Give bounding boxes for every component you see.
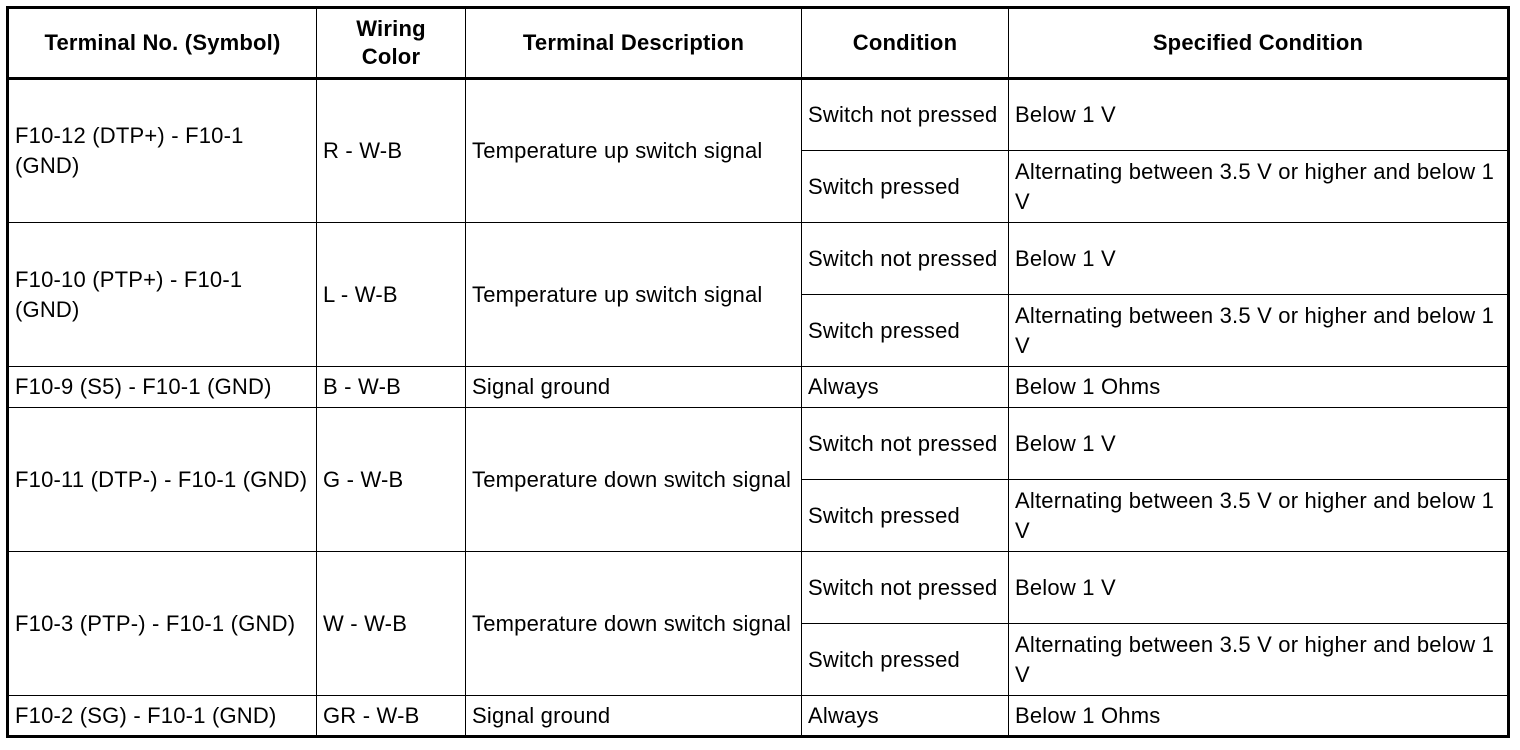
table-row [8,223,1509,295]
description-cell: Temperature up switch signal [466,79,802,223]
wiring-color-cell: B - W-B [317,367,466,408]
condition-cell: Switch not pressed [802,552,1009,624]
terminal-spec-table [6,6,1510,738]
terminal-cell: F10-10 (PTP+) - F10-1 (GND) [8,223,317,367]
description-cell: Signal ground [466,696,802,737]
terminal-cell: F10-2 (SG) - F10-1 (GND) [8,696,317,737]
terminal-cell: F10-12 (DTP+) - F10-1 (GND) [8,79,317,223]
wiring-color-cell: G - W-B [317,408,466,552]
table-row [8,696,1509,737]
wiring-color-cell: W - W-B [317,552,466,696]
condition-cell: Switch pressed [802,624,1009,696]
header-condition: Condition [802,8,1009,79]
wiring-color-cell: R - W-B [317,79,466,223]
specified-condition-cell: Alternating between 3.5 V or higher and below 1 V [1009,295,1509,367]
condition-cell: Switch not pressed [802,79,1009,151]
description-cell: Temperature down switch signal [466,552,802,696]
specified-condition-cell: Below 1 Ohms [1009,696,1509,737]
condition-cell: Switch pressed [802,295,1009,367]
header-terminal: Terminal No. (Symbol) [8,8,317,79]
condition-cell: Switch pressed [802,151,1009,223]
table-row [8,79,1509,151]
terminal-cell: F10-9 (S5) - F10-1 (GND) [8,367,317,408]
table-row [8,367,1509,408]
condition-cell: Always [802,696,1009,737]
specified-condition-cell: Below 1 V [1009,408,1509,480]
description-cell: Signal ground [466,367,802,408]
condition-cell: Switch pressed [802,480,1009,552]
header-specified-condition: Specified Condition [1009,8,1509,79]
description-cell: Temperature up switch signal [466,223,802,367]
wiring-color-cell: L - W-B [317,223,466,367]
specified-condition-cell: Alternating between 3.5 V or higher and below 1 V [1009,480,1509,552]
table-row [8,408,1509,480]
specified-condition-cell: Alternating between 3.5 V or higher and below 1 V [1009,624,1509,696]
terminal-cell: F10-3 (PTP-) - F10-1 (GND) [8,552,317,696]
table-row [8,552,1509,624]
header-row [8,8,1509,79]
header-wiring-color: Wiring Color [317,8,466,79]
header-terminal-description: Terminal Description [466,8,802,79]
specified-condition-cell: Below 1 V [1009,223,1509,295]
condition-cell: Switch not pressed [802,223,1009,295]
condition-cell: Switch not pressed [802,408,1009,480]
specified-condition-cell: Alternating between 3.5 V or higher and below 1 V [1009,151,1509,223]
specified-condition-cell: Below 1 V [1009,552,1509,624]
terminal-cell: F10-11 (DTP-) - F10-1 (GND) [8,408,317,552]
wiring-color-cell: GR - W-B [317,696,466,737]
specified-condition-cell: Below 1 Ohms [1009,367,1509,408]
condition-cell: Always [802,367,1009,408]
description-cell: Temperature down switch signal [466,408,802,552]
specified-condition-cell: Below 1 V [1009,79,1509,151]
